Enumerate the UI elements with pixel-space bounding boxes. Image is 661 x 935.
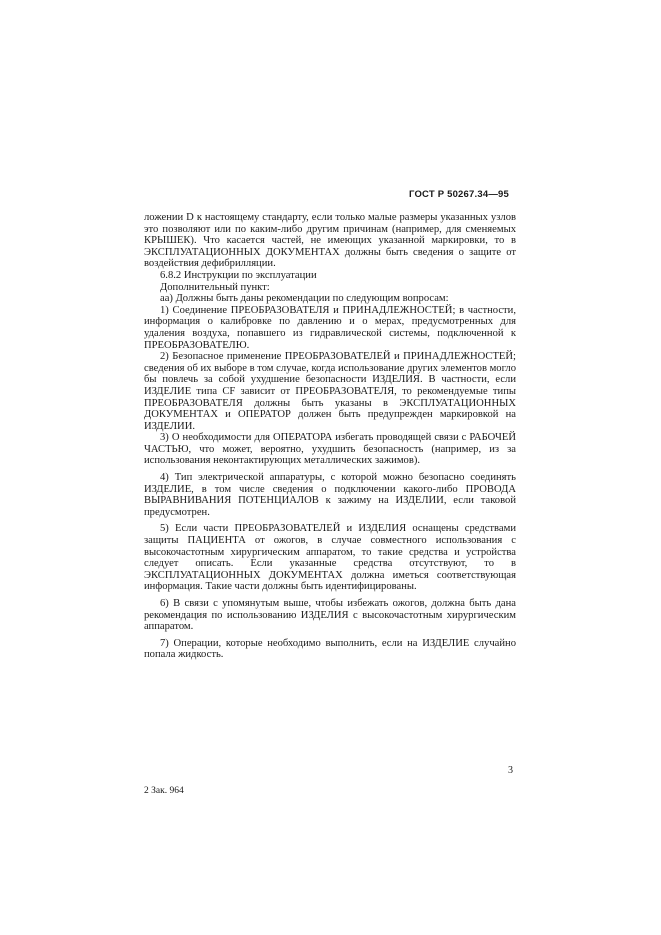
item-2: 2) Безопасное применение ПРЕОБРАЗОВАТЕЛЕЙ и ПРИНАДЛЕЖНОСТЕЙ; сведения об их выборе в том случае, когда использование других элементов могло бы повлечь за собой ухудшение безопасности ИЗДЕЛИЯ. В частности, если ИЗДЕЛИЕ типа CF зависит от ПРЕОБРАЗОВАТЕЛЯ, то рекомендуемые типы ПРЕОБРАЗОВАТЕЛЯ должны быть указаны в ЭКСПЛУАТАЦИОННЫХ ДОКУМЕНТАХ и ОПЕРАТОР должен быть предупрежден маркировкой на ИЗДЕЛИИ.	[144, 351, 516, 432]
item-4: 4) Тип электрической аппаратуры, с которой можно безопасно соединять ИЗДЕЛИЕ, в том числе сведения о подключении какого-либо ПРОВОДА ВЫРАВНИВАНИЯ ПОТЕНЦИАЛОВ к зажиму на ИЗДЕЛИИ, если таковой предусмотрен.	[144, 472, 516, 518]
clause-aa: аа) Должны быть даны рекомендации по следующим вопросам:	[160, 293, 449, 305]
item-3: 3) О необходимости для ОПЕРАТОРА избегать проводящей связи с РАБОЧЕЙ ЧАСТЬЮ, что может, вероятно, ухудшить безопасность (например, из за использования неконтактирующих металлических зажимов).	[144, 432, 516, 467]
paragraph-continuation: ложении D к настоящему стандарту, если только малые размеры указанных узлов это позволяют или по каким-либо другим причинам (например, для сменяемых КРЫШЕК). Что касается частей, не имеющих указанной маркировки, то в ЭКСПЛУАТАЦИОННЫХ ДОКУМЕНТАХ должны быть сведения о защите от воздействия дефибрилляции.	[144, 212, 516, 270]
standard-header: ГОСТ Р 50267.34—95	[409, 189, 509, 200]
item-5: 5) Если части ПРЕОБРАЗОВАТЕЛЕЙ и ИЗДЕЛИЯ оснащены средствами защиты ПАЦИЕНТА от ожогов, в случае совместного использования с высокочастотным хирургическим аппаратом, то такие средства и устройства следует описать. Если указанные средства отсутствуют, то в ЭКСПЛУАТАЦИОННЫХ ДОКУМЕНТАХ должна иметься соответствующая информация. Такие части должны быть идентифицированы.	[144, 523, 516, 593]
print-order-note: 2 Зак. 964	[144, 786, 184, 796]
page-number: 3	[508, 765, 513, 776]
item-7: 7) Операции, которые необходимо выполнить, если на ИЗДЕЛИЕ случайно попала жидкость.	[144, 637, 516, 661]
additional-clause-label: Дополнительный пункт:	[160, 281, 270, 293]
body-text	[144, 212, 516, 661]
item-6: 6) В связи с упомянутым выше, чтобы избежать ожогов, должна быть дана рекомендация по использованию ИЗДЕЛИЯ с высокочастотным хирургическим аппаратом.	[144, 598, 516, 633]
item-1: 1) Соединение ПРЕОБРАЗОВАТЕЛЯ и ПРИНАДЛЕЖНОСТЕЙ; в частности, информация о калибровке по давлению и о мерах, предусмотренных для удаления воздуха, попавшего из гидравлической системы, подключенной к ПРЕОБРАЗОВАТЕЛЮ.	[144, 304, 516, 351]
section-heading: 6.8.2 Инструкции по эксплуатации	[160, 269, 317, 281]
